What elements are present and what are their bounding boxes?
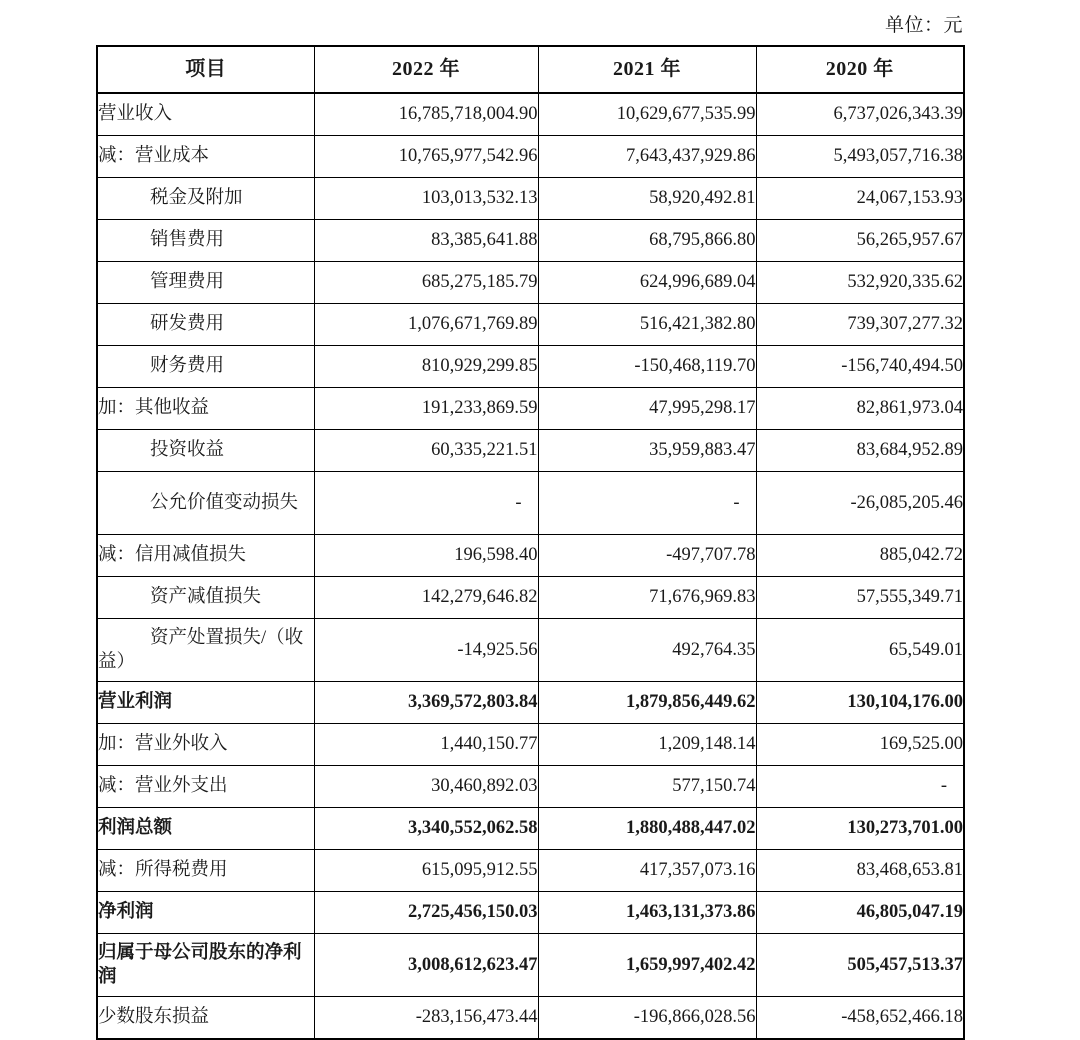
row-value: -196,866,028.56 (538, 997, 756, 1040)
row-label: 营业利润 (97, 682, 314, 724)
row-value: 57,555,349.71 (756, 577, 964, 619)
row-value: -14,925.56 (314, 619, 538, 682)
row-value: 3,340,552,062.58 (314, 808, 538, 850)
row-value: 58,920,492.81 (538, 178, 756, 220)
row-value: 5,493,057,716.38 (756, 136, 964, 178)
row-value: 516,421,382.80 (538, 304, 756, 346)
row-value: 685,275,185.79 (314, 262, 538, 304)
row-value: 6,737,026,343.39 (756, 93, 964, 136)
row-value: -26,085,205.46 (756, 472, 964, 535)
row-value: 30,460,892.03 (314, 766, 538, 808)
row-value: 1,209,148.14 (538, 724, 756, 766)
row-label: 营业收入 (97, 93, 314, 136)
row-value: - (538, 472, 756, 535)
row-value: - (756, 766, 964, 808)
row-label: 减：信用减值损失 (97, 535, 314, 577)
row-value: 142,279,646.82 (314, 577, 538, 619)
table-row (97, 262, 964, 304)
row-label: 公允价值变动损失 (97, 472, 314, 535)
row-value: - (314, 472, 538, 535)
row-value: 417,357,073.16 (538, 850, 756, 892)
row-label: 财务费用 (97, 346, 314, 388)
row-value: 169,525.00 (756, 724, 964, 766)
table-row (97, 136, 964, 178)
table-header-row (97, 46, 964, 93)
table-row (97, 577, 964, 619)
row-label: 研发费用 (97, 304, 314, 346)
table-row (97, 619, 964, 682)
column-header-2021: 2021 年 (538, 46, 756, 93)
row-value: 68,795,866.80 (538, 220, 756, 262)
column-header-2020: 2020 年 (756, 46, 964, 93)
row-label: 销售费用 (97, 220, 314, 262)
row-value: 10,765,977,542.96 (314, 136, 538, 178)
row-label: 减：营业成本 (97, 136, 314, 178)
row-value: 24,067,153.93 (756, 178, 964, 220)
table-row (97, 934, 964, 997)
row-value: 65,549.01 (756, 619, 964, 682)
row-value: -458,652,466.18 (756, 997, 964, 1040)
financial-table-container (96, 45, 963, 1040)
row-value: 3,369,572,803.84 (314, 682, 538, 724)
row-value: 624,996,689.04 (538, 262, 756, 304)
row-value: 739,307,277.32 (756, 304, 964, 346)
table-row (97, 535, 964, 577)
table-row (97, 997, 964, 1040)
row-value: 47,995,298.17 (538, 388, 756, 430)
row-value: 2,725,456,150.03 (314, 892, 538, 934)
row-label: 减：所得税费用 (97, 850, 314, 892)
table-row (97, 892, 964, 934)
row-label: 投资收益 (97, 430, 314, 472)
row-value: -150,468,119.70 (538, 346, 756, 388)
table-row (97, 472, 964, 535)
row-label: 资产处置损失/（收益） (97, 619, 314, 682)
row-label: 税金及附加 (97, 178, 314, 220)
row-value: 10,629,677,535.99 (538, 93, 756, 136)
row-value: 130,104,176.00 (756, 682, 964, 724)
row-label: 少数股东损益 (97, 997, 314, 1040)
column-header-2022: 2022 年 (314, 46, 538, 93)
row-value: 885,042.72 (756, 535, 964, 577)
row-label: 归属于母公司股东的净利润 (97, 934, 314, 997)
row-value: 82,861,973.04 (756, 388, 964, 430)
table-row (97, 220, 964, 262)
row-value: 196,598.40 (314, 535, 538, 577)
row-value: 1,463,131,373.86 (538, 892, 756, 934)
table-row (97, 850, 964, 892)
table-row (97, 808, 964, 850)
table-row (97, 346, 964, 388)
row-value: 492,764.35 (538, 619, 756, 682)
row-label: 加：其他收益 (97, 388, 314, 430)
row-value: 46,805,047.19 (756, 892, 964, 934)
row-value: 191,233,869.59 (314, 388, 538, 430)
column-header-item: 项目 (97, 46, 314, 93)
table-body (97, 93, 964, 1039)
row-label: 加：营业外收入 (97, 724, 314, 766)
row-value: 16,785,718,004.90 (314, 93, 538, 136)
row-value: 83,684,952.89 (756, 430, 964, 472)
row-value: 103,013,532.13 (314, 178, 538, 220)
row-value: 3,008,612,623.47 (314, 934, 538, 997)
row-value: 615,095,912.55 (314, 850, 538, 892)
row-value: -283,156,473.44 (314, 997, 538, 1040)
row-value: 505,457,513.37 (756, 934, 964, 997)
table-row (97, 766, 964, 808)
table-row (97, 682, 964, 724)
row-value: 60,335,221.51 (314, 430, 538, 472)
row-label: 管理费用 (97, 262, 314, 304)
table-row (97, 93, 964, 136)
table-row (97, 388, 964, 430)
table-row (97, 178, 964, 220)
row-value: 7,643,437,929.86 (538, 136, 756, 178)
row-value: 56,265,957.67 (756, 220, 964, 262)
table-row (97, 724, 964, 766)
row-label: 资产减值损失 (97, 577, 314, 619)
row-value: 71,676,969.83 (538, 577, 756, 619)
row-value: 1,880,488,447.02 (538, 808, 756, 850)
row-value: 810,929,299.85 (314, 346, 538, 388)
row-value: 83,385,641.88 (314, 220, 538, 262)
row-value: 532,920,335.62 (756, 262, 964, 304)
row-value: -497,707.78 (538, 535, 756, 577)
table-row (97, 304, 964, 346)
row-label: 减：营业外支出 (97, 766, 314, 808)
row-value: 130,273,701.00 (756, 808, 964, 850)
row-value: 1,659,997,402.42 (538, 934, 756, 997)
income-statement-table (96, 45, 965, 1040)
row-label: 利润总额 (97, 808, 314, 850)
row-value: 83,468,653.81 (756, 850, 964, 892)
table-row (97, 430, 964, 472)
row-value: -156,740,494.50 (756, 346, 964, 388)
row-label: 净利润 (97, 892, 314, 934)
unit-note: 单位：元 (884, 15, 963, 36)
row-value: 35,959,883.47 (538, 430, 756, 472)
row-value: 577,150.74 (538, 766, 756, 808)
row-value: 1,879,856,449.62 (538, 682, 756, 724)
row-value: 1,440,150.77 (314, 724, 538, 766)
row-value: 1,076,671,769.89 (314, 304, 538, 346)
